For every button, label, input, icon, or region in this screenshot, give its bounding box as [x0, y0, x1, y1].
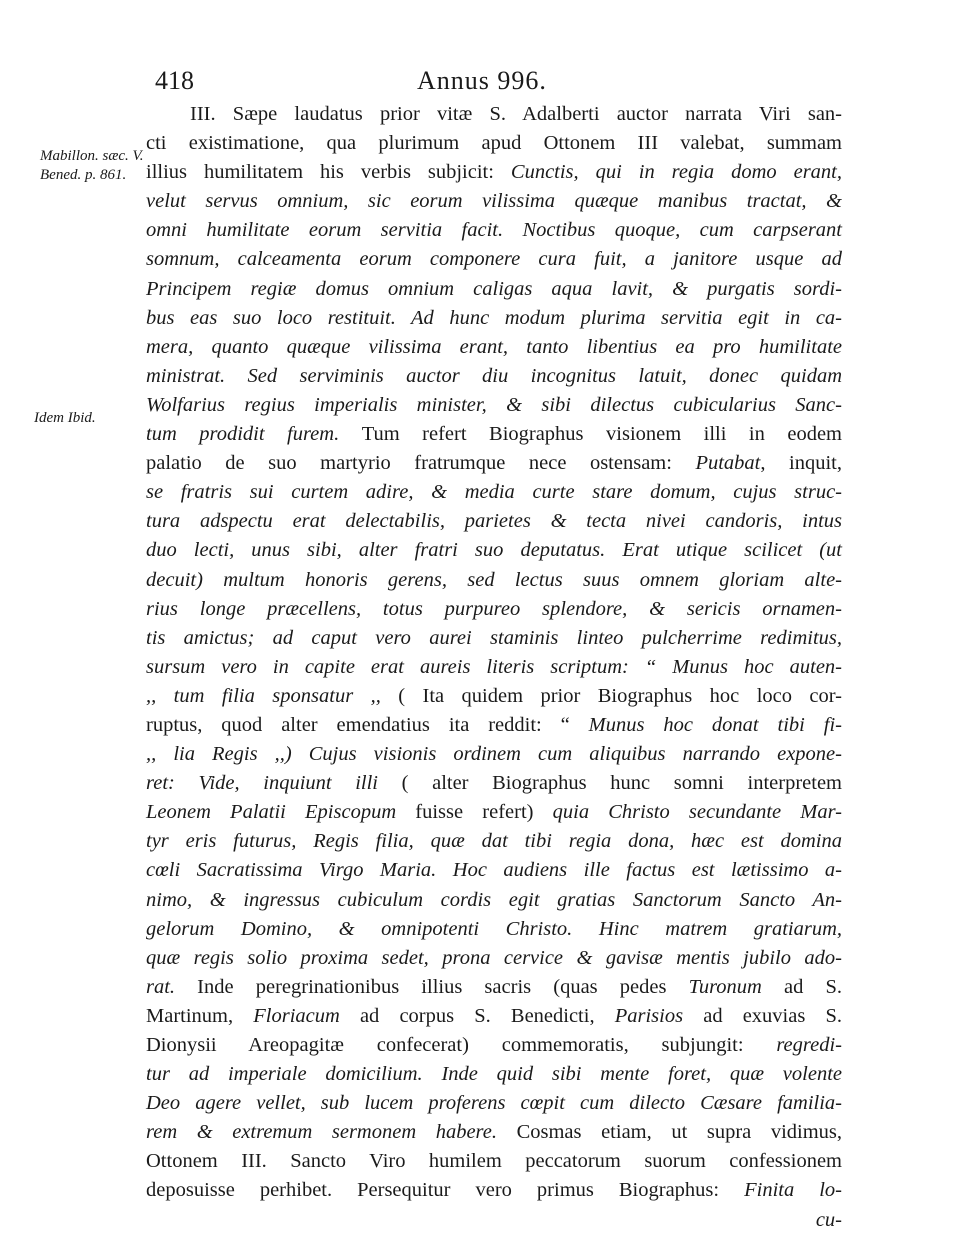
text-line — [146, 1118, 842, 1147]
roman-text: illius humilitatem his verbis subjicit: — [146, 161, 511, 184]
text-line — [146, 187, 842, 216]
italic-text: ,, lia Regis ,,) Cujus visionis ordinem cum aliquibus narrando expone- — [146, 743, 842, 766]
italic-text: Finita lo- — [744, 1179, 842, 1202]
text-line — [146, 1147, 842, 1176]
italic-text: somnum, calceamenta eorum componere cura fuit, a janitore usque ad — [146, 248, 842, 271]
roman-text: , inquit, — [760, 452, 842, 475]
italic-text: Putabat — [695, 452, 761, 475]
roman-text: deposuisse perhibet. Persequitur vero primus Biographus: — [146, 1179, 745, 1202]
margin-note-idem: Idem Ibid. — [34, 410, 96, 426]
italic-text: Munus hoc donat tibi fi- — [588, 713, 842, 736]
text-line — [146, 886, 842, 915]
italic-text: tura adspectu erat delectabilis, parietes & tecta nivei candoris, intus — [146, 510, 842, 533]
italic-text: omni humilitate eorum servitia facit. Noctibus quoque, cum carpserant — [146, 219, 842, 242]
text-line — [146, 1176, 842, 1205]
text-line — [146, 740, 842, 769]
text-line — [146, 129, 842, 158]
running-head: Annus 996. — [417, 66, 547, 95]
text-line — [146, 1002, 842, 1031]
text-line — [146, 682, 842, 711]
roman-text: ( Ita quidem prior Biographus hoc loco cor- — [398, 684, 842, 707]
text-line — [146, 536, 842, 565]
italic-text: Wolfarius regius imperialis minister, & sibi dilectus cubicularius Sanc- — [146, 393, 842, 416]
text-line — [146, 333, 842, 362]
italic-text: velut servus omnium, sic eorum vilissima quæque manibus tractat, & — [146, 190, 842, 213]
italic-text: cœli Sacratissima Virgo Maria. Hoc audiens ille factus est lætissimo a- — [146, 859, 842, 882]
text-line — [146, 653, 842, 682]
text-line — [146, 478, 842, 507]
roman-text: palatio de suo martyrio fratrumque nece ostensam: — [146, 452, 696, 475]
text-line — [146, 595, 842, 624]
page-header — [155, 66, 855, 100]
text-line — [146, 1089, 842, 1118]
text-line — [146, 158, 842, 187]
roman-text: Dionysii Areopagitæ confecerat) commemoratis, subjungit: — [146, 1034, 777, 1056]
italic-text: tur ad imperiale domicilium. Inde quid sibi mente foret, quæ volente — [146, 1063, 842, 1086]
italic-text: rius longe præcellens, totus purpureo splendore, & sericis ornamen- — [146, 597, 842, 620]
italic-text: Deo agere vellet, sub lucem proferens cœpit cum dilecto Cæsare familia- — [146, 1092, 842, 1115]
text-line — [146, 566, 842, 595]
roman-text: ( alter Biographus hunc somni interpretem — [401, 772, 842, 795]
italic-text: Parisios — [614, 1004, 684, 1027]
text-line — [146, 304, 842, 333]
italic-text: ministrat. Sed serviminis auctor diu incognitus latuit, donec quidam — [146, 364, 842, 387]
text-line — [146, 915, 842, 944]
text-line — [146, 1206, 842, 1235]
text-line — [146, 507, 842, 536]
italic-text: Leonem Palatii Episcopum — [146, 801, 397, 824]
margin-note-citation: Mabillon. sæc. V. Bened. p. 861. — [40, 148, 144, 183]
roman-text: cti existimatione, qua plurimum apud Ottonem III valebat, summam — [146, 132, 842, 155]
roman-text: Inde peregrinationibus illius sacris (quas pedes — [197, 975, 689, 998]
italic-text: Turonum — [688, 975, 762, 998]
roman-text: Ottonem III. Sancto Viro humilem peccatorum suorum confessionem — [146, 1150, 842, 1173]
italic-text: tum prodidit furem. — [146, 423, 362, 446]
italic-text: ,, tum filia sponsatur ,, — [146, 684, 399, 707]
text-line — [146, 624, 842, 653]
italic-text: regredi- — [776, 1034, 842, 1056]
italic-text: sursum vero in capite erat aureis literis scriptum: “ Munus hoc auten- — [146, 655, 842, 678]
text-line — [146, 449, 842, 478]
roman-text: ad S. — [761, 975, 842, 998]
text-line — [146, 100, 842, 129]
roman-text: Martinum, — [146, 1004, 254, 1027]
roman-text: ad corpus S. Benedicti, — [339, 1004, 615, 1027]
italic-text: quæ regis solio proxima sedet, prona cervice & gavisæ mentis jubilo ado- — [146, 946, 842, 969]
text-line — [146, 769, 842, 798]
italic-text: gelorum Domino, & omnipotenti Christo. Hinc matrem gratiarum, — [146, 917, 842, 940]
text-line — [146, 1060, 842, 1089]
roman-text: ad exuvias S. — [683, 1004, 842, 1027]
italic-text: quia Christo secundante Mar- — [552, 801, 842, 824]
italic-text: tyr eris futurus, Regis filia, quæ dat tibi regia dona, hæc est domina — [146, 830, 842, 853]
page-number: 418 — [155, 66, 194, 95]
text-line — [146, 973, 842, 1002]
text-line — [146, 711, 842, 740]
roman-text: III. Sæpe laudatus prior vitæ S. Adalberti auctor narrata Viri san- — [190, 103, 842, 125]
italic-text: bus eas suo loco restituit. Ad hunc modum plurima servitia egit in ca- — [146, 306, 842, 329]
text-line — [146, 856, 842, 885]
italic-text: Floriacum — [253, 1004, 340, 1027]
text-line — [146, 216, 842, 245]
text-line — [146, 827, 842, 856]
roman-text: Cosmas etiam, ut supra vidimus, — [516, 1121, 843, 1144]
italic-text: tis amictus; ad caput vero aurei staminis linteo pulcherrime redimitus, — [146, 626, 842, 649]
text-line — [146, 362, 842, 391]
roman-text: fuisse refert) — [396, 801, 553, 824]
italic-text: se fratris sui curtem adire, & media curte stare domum, cujus struc- — [146, 481, 842, 504]
italic-text: cu- — [815, 1208, 842, 1231]
text-body — [146, 100, 842, 1235]
text-line — [146, 798, 842, 827]
italic-text: Principem regiæ domus omnium caligas aqua lavit, & purgatis sordi- — [146, 277, 842, 300]
italic-text: rat. — [146, 975, 198, 998]
roman-text: Tum refert Biographus visionem illi in eodem — [361, 423, 842, 446]
italic-text: ret: Vide, inquiunt illi — [146, 772, 402, 795]
text-line — [146, 391, 842, 420]
italic-text: nimo, & ingressus cubiculum cordis egit gratias Sanctorum Sancto An- — [146, 888, 842, 911]
text-line — [146, 944, 842, 973]
italic-text: rem & extremum sermonem habere. — [146, 1121, 517, 1144]
roman-text: ruptus, quod alter emendatius ita reddit: “ — [146, 713, 589, 736]
italic-text: Cunctis, qui in regia domo erant, — [510, 161, 842, 184]
italic-text: mera, quanto quæque vilissima erant, tanto libentius ea pro humilitate — [146, 335, 842, 358]
italic-text: decuit) multum honoris gerens, sed lectus suus omnem gloriam alte- — [146, 568, 842, 591]
italic-text: duo lecti, unus sibi, alter fratri suo deputatus. Erat utique scilicet (ut — [146, 539, 842, 562]
text-line — [146, 275, 842, 304]
text-line — [146, 1031, 842, 1060]
text-line — [146, 420, 842, 449]
text-line — [146, 245, 842, 274]
